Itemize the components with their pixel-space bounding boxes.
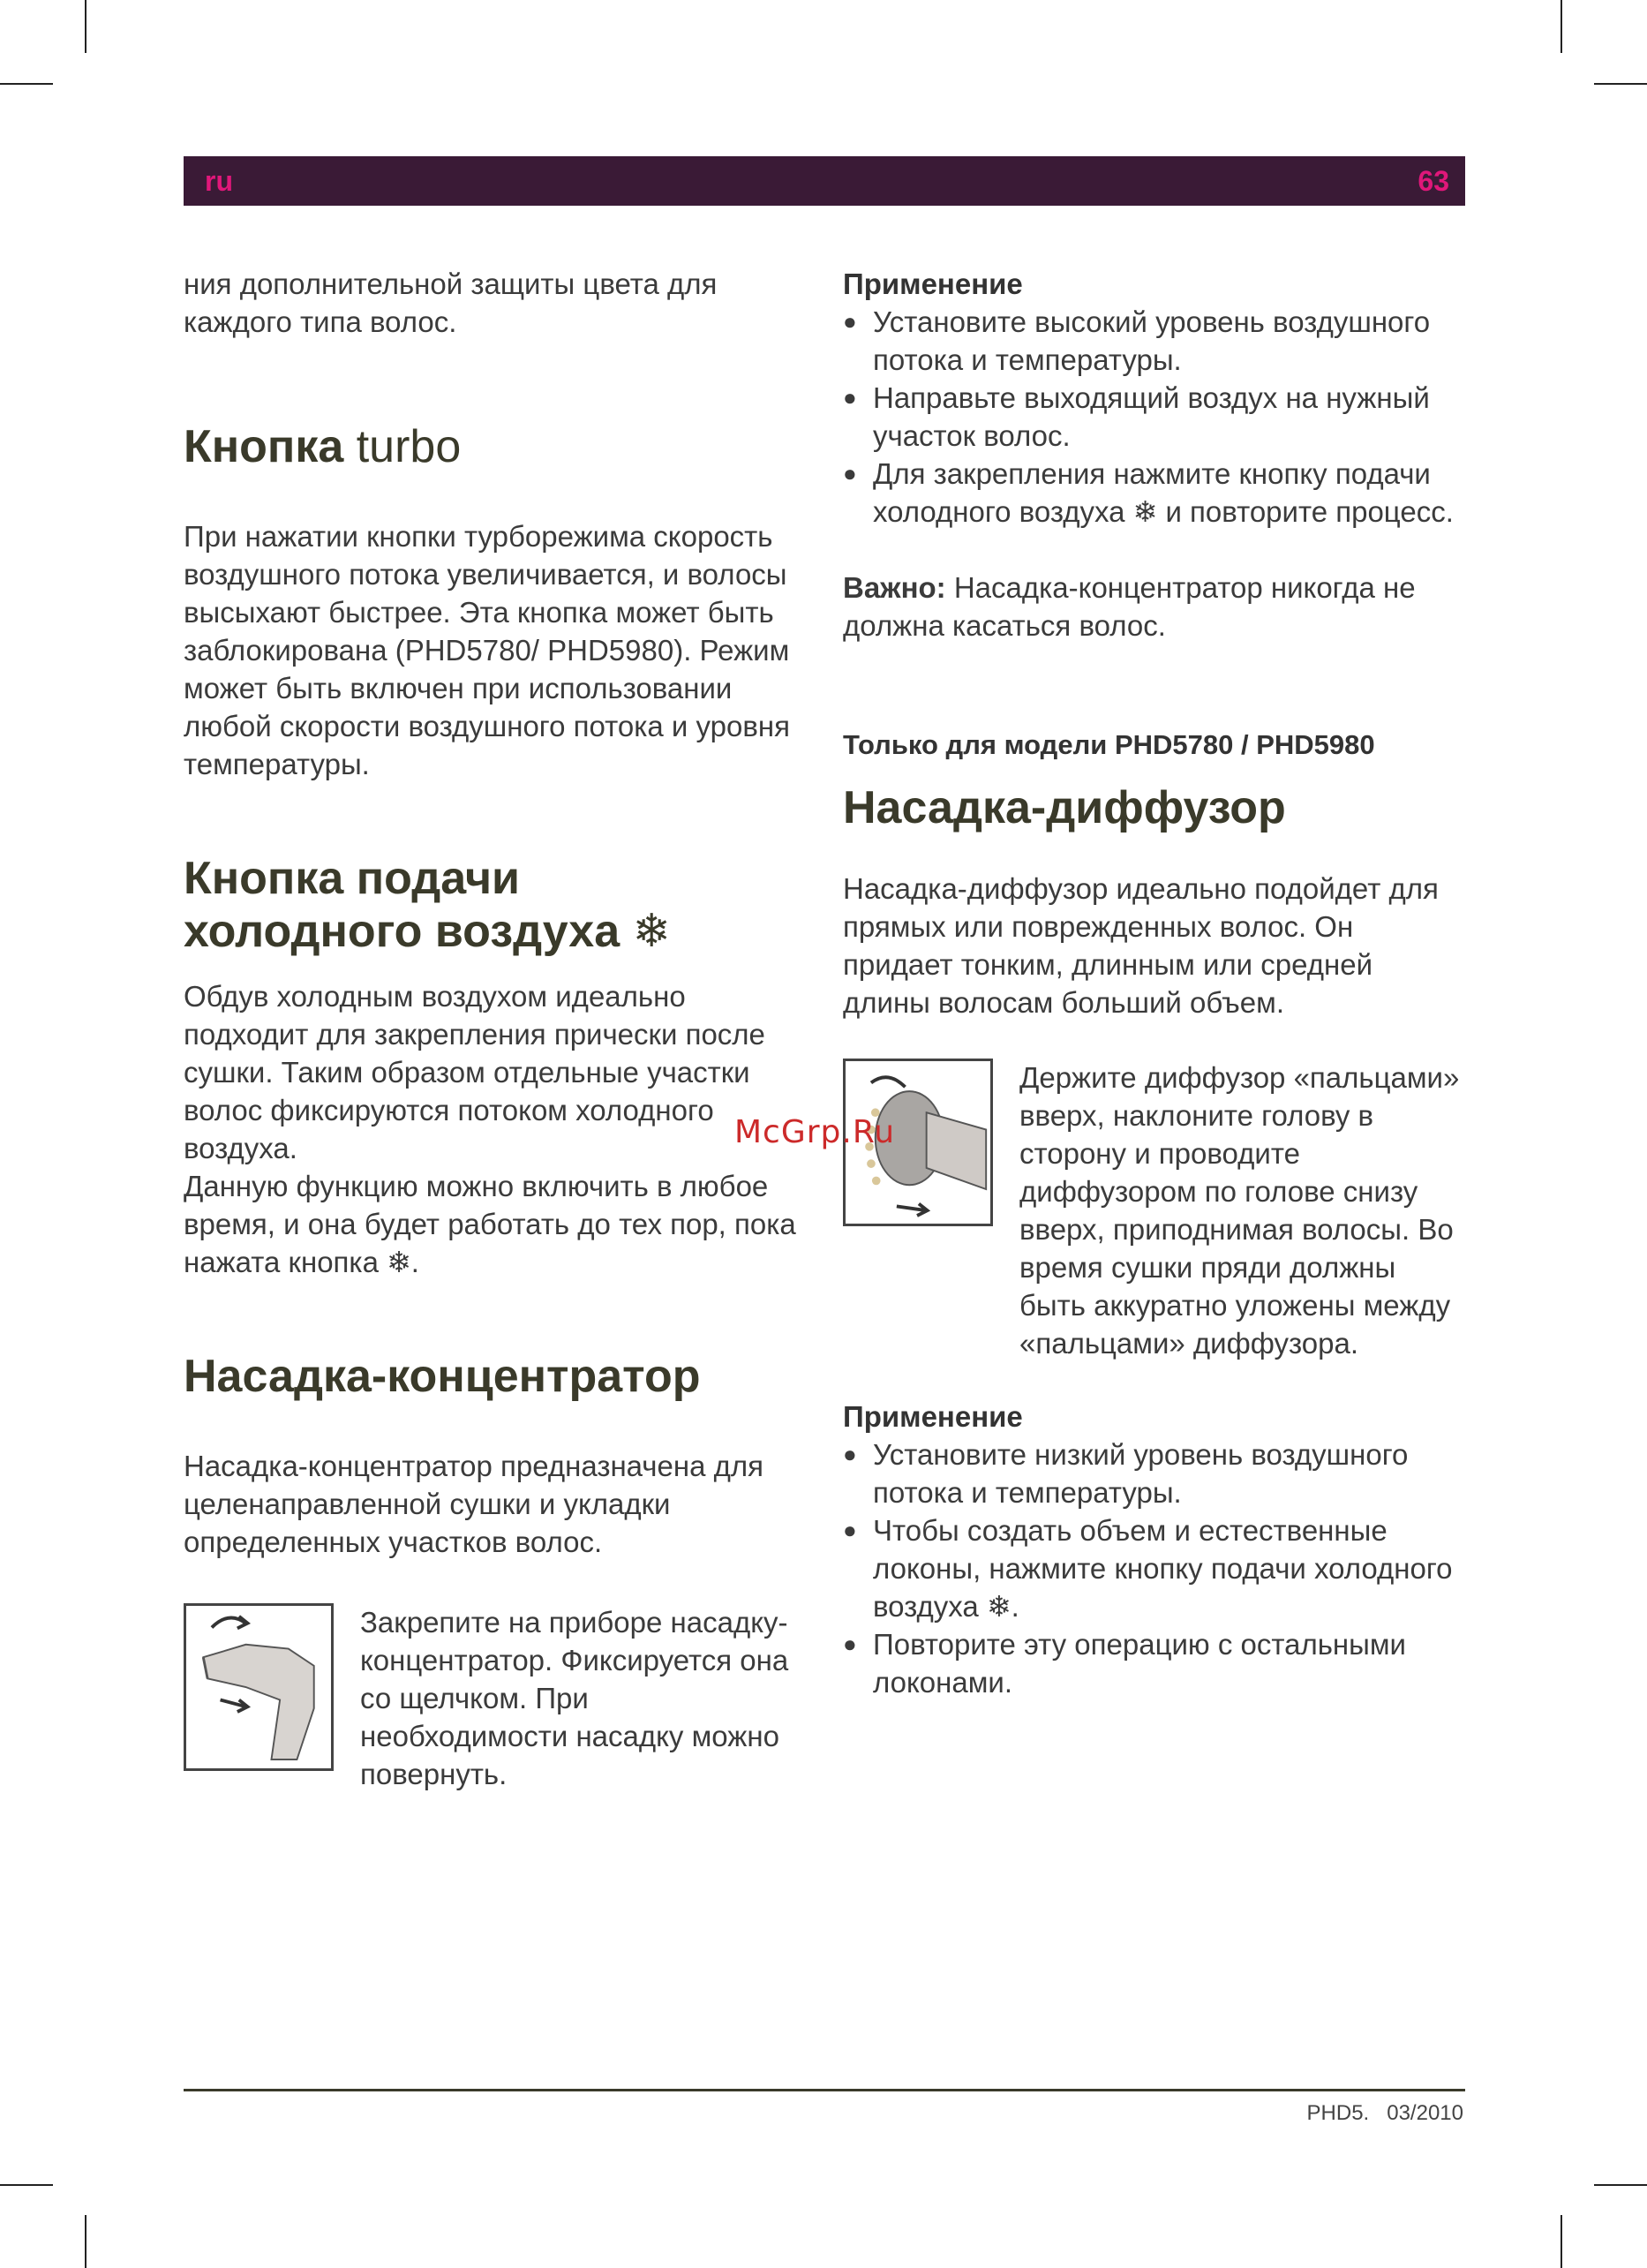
concentrator-text: Насадка-концентратор предназначена для целенаправленной сушки и укладки определенных участков волос. (184, 1450, 763, 1558)
crop-mark (0, 83, 53, 85)
turbo-heading-bold: Кнопка (184, 421, 344, 472)
cold-air-heading-line2: холодного воздуха ❄ (184, 906, 672, 957)
concentrator-illustration (184, 1603, 334, 1771)
left-column (184, 265, 801, 1793)
important-text: Насадка-концентратор никогда не должна касаться волос. (843, 571, 1416, 642)
concentrator-heading: Насадка-концентратор (184, 1351, 701, 1402)
model-note: Только для модели PHD5780 / PHD5980 (843, 729, 1375, 760)
diffuser-figure (843, 1059, 1461, 1362)
footer-date: 03/2010 (1387, 2101, 1463, 2125)
cold-air-text-2: Данную функцию можно включить в любое время, и она будет работать до тех пор, пока нажата кнопка ❄. (184, 1170, 796, 1278)
usage-list-2 (843, 1435, 1461, 1701)
language-label: ru (205, 164, 233, 197)
list-item: ● Установите низкий уровень воздушного потока и температуры. (843, 1435, 1461, 1511)
turbo-heading (184, 420, 801, 473)
usage-heading-2: Применение (843, 1400, 1023, 1433)
concentrator-figure (184, 1603, 801, 1793)
diffuser-figure-text: Держите диффузор «пальцами» вверх, наклоните голову в сторону и проводите диффузором по голове снизу вверх, приподнимая волосы. Во время сушки пряди должны быть аккуратно уложены между «пальцами» диффузора. (1019, 1061, 1460, 1360)
footer-divider (184, 2089, 1465, 2091)
crop-mark (1561, 0, 1562, 53)
cold-air-heading (184, 852, 801, 958)
diffuser-heading: Насадка-диффузор (843, 782, 1286, 833)
page-number: 63 (1418, 164, 1449, 197)
important-label: Важно: (843, 571, 946, 604)
list-item: ● Установите высокий уровень воздушного потока и температуры. (843, 303, 1461, 379)
crop-mark (1594, 2184, 1647, 2186)
usage-list-1 (843, 303, 1461, 531)
turbo-heading-light: turbo (356, 421, 462, 472)
crop-mark (0, 2184, 53, 2186)
crop-mark (1594, 83, 1647, 85)
crop-mark (85, 2215, 86, 2268)
watermark: McGrp.Ru (734, 1114, 896, 1150)
list-item: ● Повторите эту операцию с остальными локонами. (843, 1625, 1461, 1701)
page-header (184, 156, 1465, 206)
turbo-text: При нажатии кнопки турборежима скорость воздушного потока увеличивается, и волосы высыхают быстрее. Эта кнопка может быть заблокирована (PHD5780/ PHD5980). Режим может быть включен при использовании любой скорости воздушного потока и уровня температуры. (184, 520, 790, 780)
intro-text: ния дополнительной защиты цвета для каждого типа волос. (184, 267, 718, 338)
crop-mark (1561, 2215, 1562, 2268)
footer (1307, 2101, 1463, 2126)
hair-dryer-concentrator-icon (186, 1606, 331, 1768)
list-item: ● Направьте выходящий воздух на нужный участок волос. (843, 379, 1461, 455)
list-item: ● Чтобы создать объем и естественные локоны, нажмите кнопку подачи холодного воздуха ❄. (843, 1511, 1461, 1625)
cold-air-heading-line1: Кнопка подачи (184, 853, 520, 904)
cold-air-text: Обдув холодным воздухом идеально подходит для закрепления прически после сушки. Таким образом отдельные участки волос фиксируются потоком холодного воздуха. (184, 980, 765, 1164)
crop-mark (85, 0, 86, 53)
footer-model: PHD5. (1306, 2101, 1370, 2125)
important-note (843, 569, 1461, 644)
concentrator-figure-text: Закрепите на приборе насадку-концентратор. Фиксируется она со щелчком. При необходимости насадку можно повернуть. (360, 1606, 789, 1790)
right-column (843, 265, 1461, 1701)
usage-heading-1: Применение (843, 267, 1023, 300)
list-item: ● Для закрепления нажмите кнопку подачи холодного воздуха ❄ и повторите процесс. (843, 455, 1461, 531)
diffuser-text: Насадка-диффузор идеально подойдет для прямых или поврежденных волос. Он придает тонким, длинным или средней длины волосам больший объем. (843, 872, 1439, 1019)
